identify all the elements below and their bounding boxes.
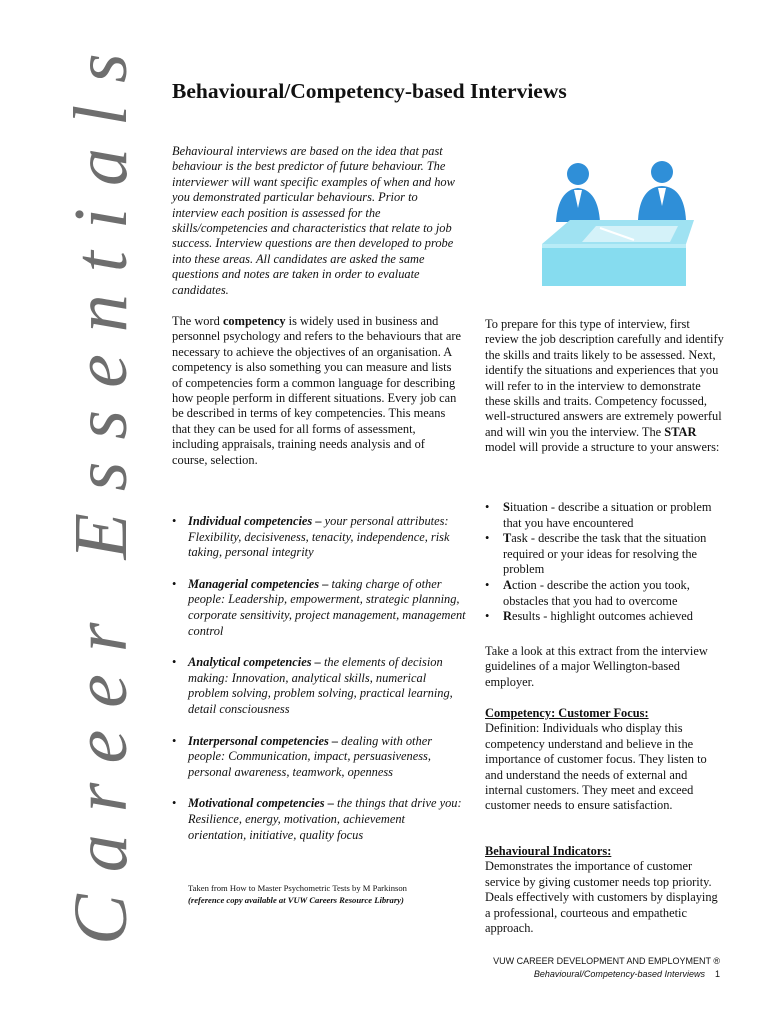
star-letter: T	[503, 531, 512, 546]
source-line-1: Taken from How to Master Psychometric Tests by M Parkinson	[188, 883, 407, 893]
customer-focus-section	[485, 706, 725, 814]
list-item	[172, 655, 466, 717]
behavioural-indicators-heading: Behavioural Indicators:	[485, 844, 612, 858]
competency-desc: dealing with other people: Communication, impact, persuasiveness, personal awareness, teamwork, openness	[188, 733, 433, 779]
star-letter: R	[503, 609, 512, 624]
list-item	[172, 734, 466, 781]
footer-line-1: VUW CAREER DEVELOPMENT AND EMPLOYMENT ®	[493, 956, 720, 966]
extract-text: Take a look at this extract from the interview guidelines of a major Wellington-based employer.	[485, 644, 708, 689]
competency-term: Analytical competencies –	[188, 655, 321, 670]
footer-line-2	[493, 968, 720, 981]
customer-focus-heading: Competency: Customer Focus:	[485, 706, 649, 720]
prep-paragraph	[485, 317, 725, 456]
extract-paragraph	[485, 644, 725, 690]
star-text: esults - highlight outcomes achieved	[511, 609, 693, 624]
list-item	[172, 577, 466, 639]
competency-keyword: competency	[222, 314, 286, 328]
side-title: Career Essentials	[59, 31, 143, 945]
star-text: ituation - describe a situation or problem that you have encountered	[503, 500, 712, 530]
person-right-icon	[638, 161, 686, 220]
star-list	[485, 500, 725, 625]
competency-desc: taking charge of other people: Leadership, empowerment, strategic planning, corporate sensitivity, project management, management control	[188, 576, 466, 638]
prep-text-after: model will provide a structure to your answers:	[485, 440, 720, 455]
interview-illustration	[538, 160, 694, 288]
footer-doc-title: Behavioural/Competency-based Interviews	[533, 969, 705, 979]
list-item	[172, 796, 466, 843]
source-line-2: (reference copy available at VUW Careers Resource Library)	[188, 895, 404, 905]
prep-text-before: To prepare for this type of interview, first review the job description carefully and identify the skills and traits likely to be assessed. Next, identify the situations and experiences that you will refer to in the interview to demonstrate these skills and traits. Competency focussed, well-structured answers are extremely powerful and will win you the interview. The	[485, 317, 724, 439]
source-note	[188, 882, 468, 906]
competency-desc: your personal attributes: Flexibility, decisiveness, tenacity, independence, risk taking, personal integrity	[188, 514, 450, 560]
competency-text-after: is widely used in business and personnel psychology and refers to the behaviours that are necessary to achieve the objectives of an organisation. A competency is also something you can measure and lists of competencies form a common language for describing how people perform in different situations. Every job can be described in terms of key competencies. This means that they can be used for all forms of assessment, including appraisals, training needs analysis and of course, selection.	[172, 314, 462, 467]
list-item	[485, 578, 725, 609]
competency-text-before: The word	[172, 314, 223, 328]
intro-paragraph	[172, 144, 462, 298]
list-item	[485, 531, 725, 578]
list-item	[485, 609, 725, 625]
list-item	[172, 514, 466, 561]
behavioural-indicators-section	[485, 844, 725, 936]
competency-desc: the elements of decision making: Innovation, analytical skills, numerical problem solving, problem solving, practical learning, detail consciousness	[188, 655, 453, 716]
page-footer	[493, 955, 720, 981]
competency-term: Managerial competencies –	[188, 576, 329, 591]
star-text: ask - describe the task that the situation required or your ideas for resolving the problem	[503, 531, 707, 577]
competency-desc: the things that drive you: Resilience, energy, motivation, achievement orientation, initiative, quality focus	[188, 796, 462, 842]
competency-term: Individual competencies –	[188, 514, 322, 528]
star-letter: A	[503, 577, 512, 592]
competency-term: Motivational competencies –	[188, 796, 334, 811]
competency-list	[172, 514, 466, 859]
star-letter: S	[503, 500, 510, 514]
behavioural-indicators-text: Demonstrates the importance of customer service by giving customer needs top priority. Deals effectively with customers by displaying a professional, courteous and empathetic approach.	[485, 859, 718, 936]
person-left-icon	[556, 163, 600, 222]
customer-focus-text: Definition: Individuals who display this competency understand and believe in the importance of customer focus. They listen to and understand the needs of external and internal customers. They meet and exceed customer needs to ensure satisfaction.	[485, 721, 707, 813]
star-text: ction - describe the action you took, obstacles that you had to overcome	[503, 577, 690, 608]
list-item	[485, 500, 725, 531]
star-keyword: STAR	[664, 424, 697, 439]
page-number: 1	[714, 969, 720, 979]
intro-text: Behavioural interviews are based on the idea that past behaviour is the best predictor of future behaviour. The interviewer will want specific examples of when and how you demonstrated particular behaviours. Prior to interview each position is assessed for the skills/competencies and characteristics that relate to job success. Interview questions are then developed to probe into these areas. All candidates are asked the same questions and notes are taken in order to evaluate candidates.	[172, 144, 455, 297]
competency-term: Interpersonal competencies –	[188, 733, 339, 748]
page-title: Behavioural/Competency-based Interviews	[172, 79, 567, 103]
competency-paragraph	[172, 314, 462, 468]
table-icon	[542, 220, 694, 286]
